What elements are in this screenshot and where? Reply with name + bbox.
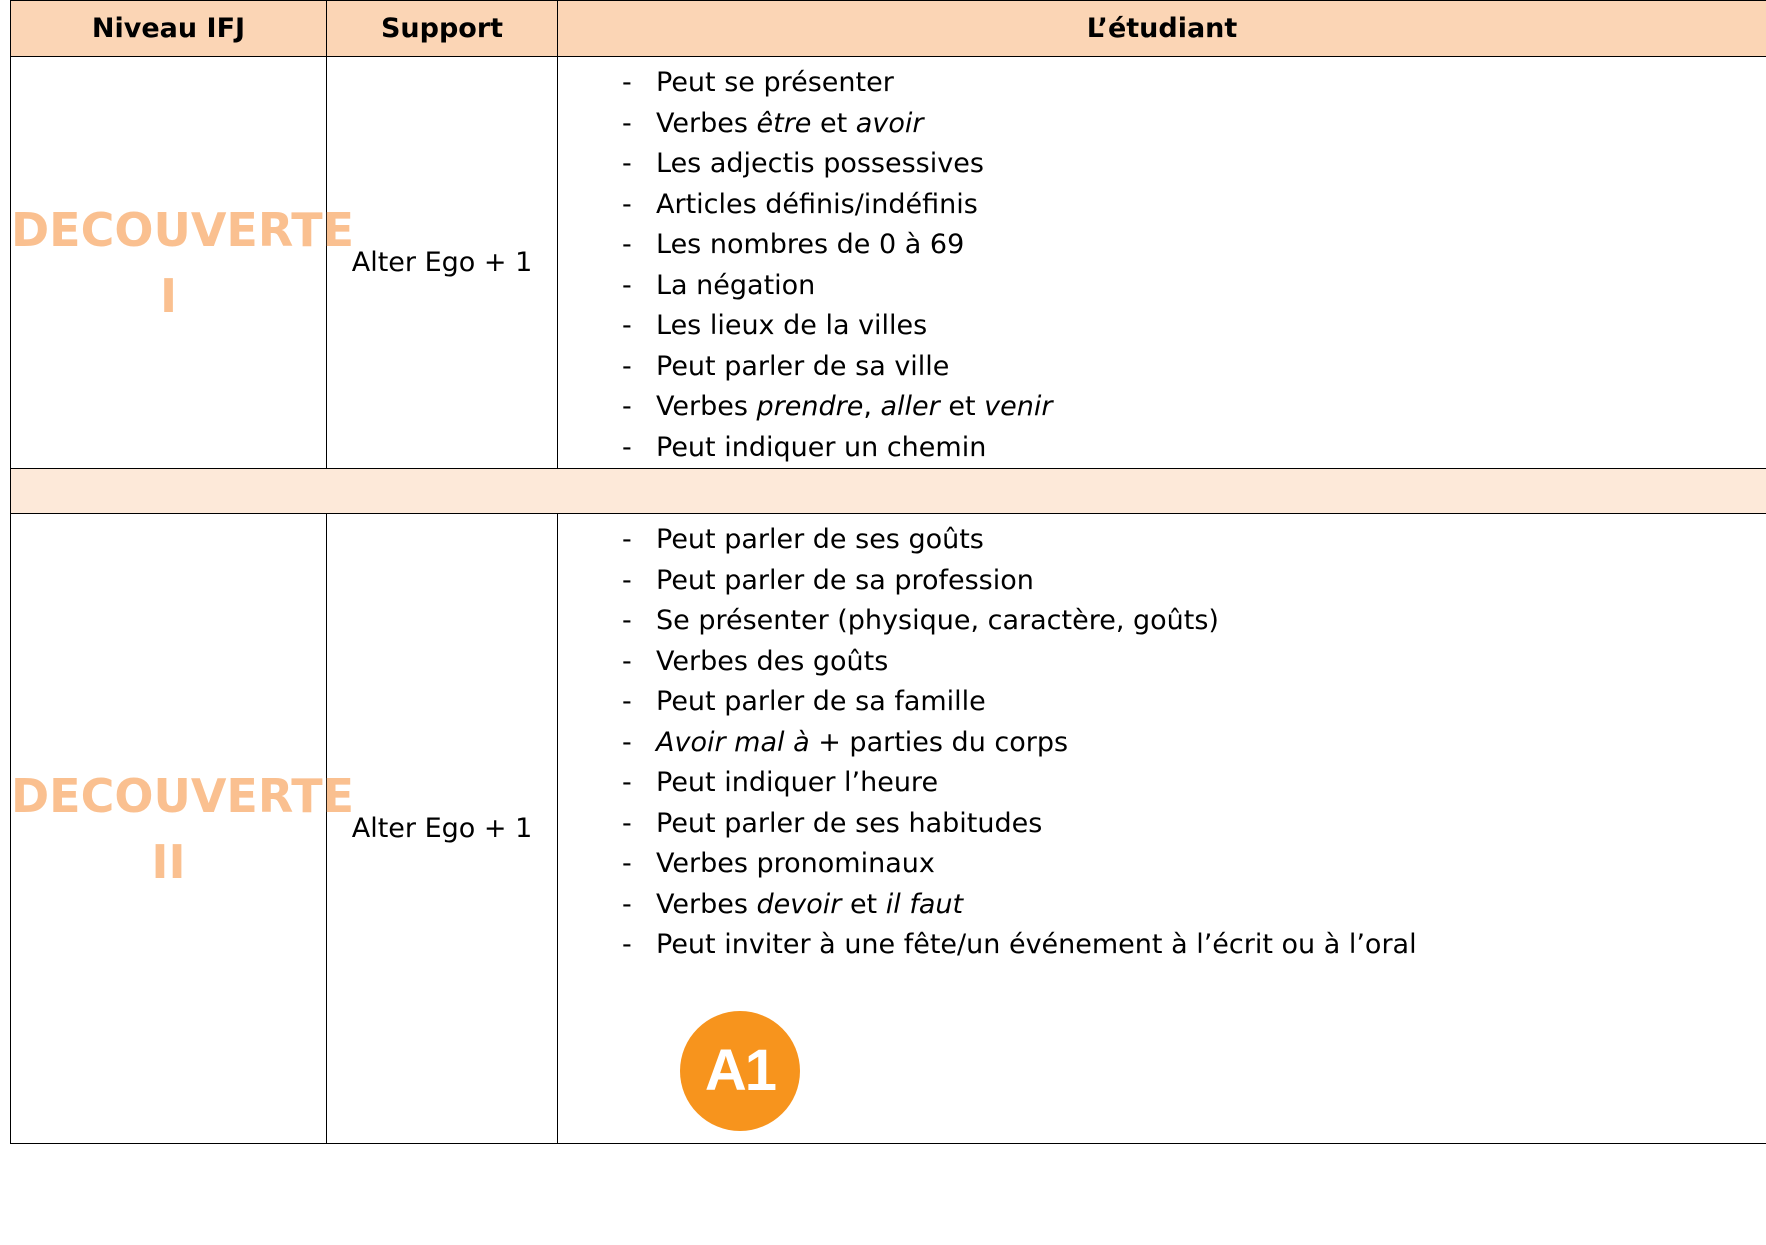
list-item: - Peut parler de ses habitudes <box>558 804 1766 845</box>
list-item: - Peut parler de sa famille <box>558 682 1766 723</box>
list-item: - Peut parler de ses goûts <box>558 520 1766 561</box>
list-item: - Peut se présenter <box>558 63 1766 104</box>
list-dash: - <box>622 67 632 98</box>
level-name: DECOUVERTE <box>11 768 355 823</box>
header-student: L’étudiant <box>558 1 1766 57</box>
list-item: - Articles définis/indéfinis <box>558 185 1766 226</box>
list-dash: - <box>622 929 632 960</box>
level-badge-wrap <box>558 966 1766 1131</box>
list-dash: - <box>622 229 632 260</box>
list-dash: - <box>622 888 632 920</box>
list-item: - Les nombres de 0 à 69 <box>558 225 1766 266</box>
list-dash: - <box>622 431 632 463</box>
list-item: - Peut indiquer l’heure <box>558 763 1766 804</box>
list-dash: - <box>622 564 632 596</box>
list-dash: - <box>622 391 632 422</box>
level-cell <box>11 57 355 469</box>
spacer-cell <box>11 469 1766 514</box>
support-cell: Alter Ego + 1 <box>327 57 558 469</box>
list-dash: - <box>622 686 632 717</box>
list-dash: - <box>622 310 632 341</box>
list-item: - Les lieux de la villes <box>558 306 1766 347</box>
list-dash: - <box>622 848 632 879</box>
header-level: Niveau IFJ <box>11 1 327 57</box>
table-row <box>11 514 1766 1144</box>
objectives-cell <box>558 57 1766 469</box>
list-dash: - <box>622 269 632 301</box>
objectives-cell <box>558 514 1766 1144</box>
level-number: II <box>151 834 186 889</box>
list-item: - Avoir mal à + parties du corps <box>558 723 1766 764</box>
list-item: - Peut parler de sa profession <box>558 561 1766 602</box>
curriculum-table <box>10 0 1766 1144</box>
list-item: - Verbes être et avoir <box>558 104 1766 145</box>
list-item: - Peut indiquer un chemin <box>558 428 1766 469</box>
list-dash: - <box>622 350 632 382</box>
a1-level-badge: A1 <box>680 1011 800 1131</box>
list-item: - Peut parler de sa ville <box>558 347 1766 388</box>
list-dash: - <box>622 107 632 139</box>
list-dash: - <box>622 605 632 636</box>
list-item: - Les adjectis possessives <box>558 144 1766 185</box>
list-dash: - <box>622 524 632 555</box>
list-item: - Verbes pronominaux <box>558 844 1766 885</box>
list-dash: - <box>622 726 632 758</box>
list-item: - Verbes prendre, aller et venir <box>558 387 1766 428</box>
table-row <box>11 57 1766 469</box>
support-cell: Alter Ego + 1 <box>327 514 558 1144</box>
header-support: Support <box>327 1 558 57</box>
level-name: DECOUVERTE <box>11 202 355 257</box>
list-dash: - <box>622 767 632 798</box>
list-dash: - <box>622 807 632 839</box>
list-item: - La négation <box>558 266 1766 307</box>
spacer-row <box>11 469 1766 514</box>
header-row <box>11 1 1766 57</box>
list-item: - Verbes des goûts <box>558 642 1766 683</box>
list-dash: - <box>622 645 632 677</box>
list-dash: - <box>622 188 632 220</box>
level-number: I <box>159 268 178 323</box>
list-item: - Se présenter (physique, caractère, goûts) <box>558 601 1766 642</box>
list-item: - Verbes devoir et il faut <box>558 885 1766 926</box>
objectives-list <box>558 514 1766 966</box>
objectives-list <box>558 57 1766 468</box>
list-item: - Peut inviter à une fête/un événement à l’écrit ou à l’oral <box>558 925 1766 966</box>
level-cell <box>11 514 355 1144</box>
list-dash: - <box>622 148 632 179</box>
